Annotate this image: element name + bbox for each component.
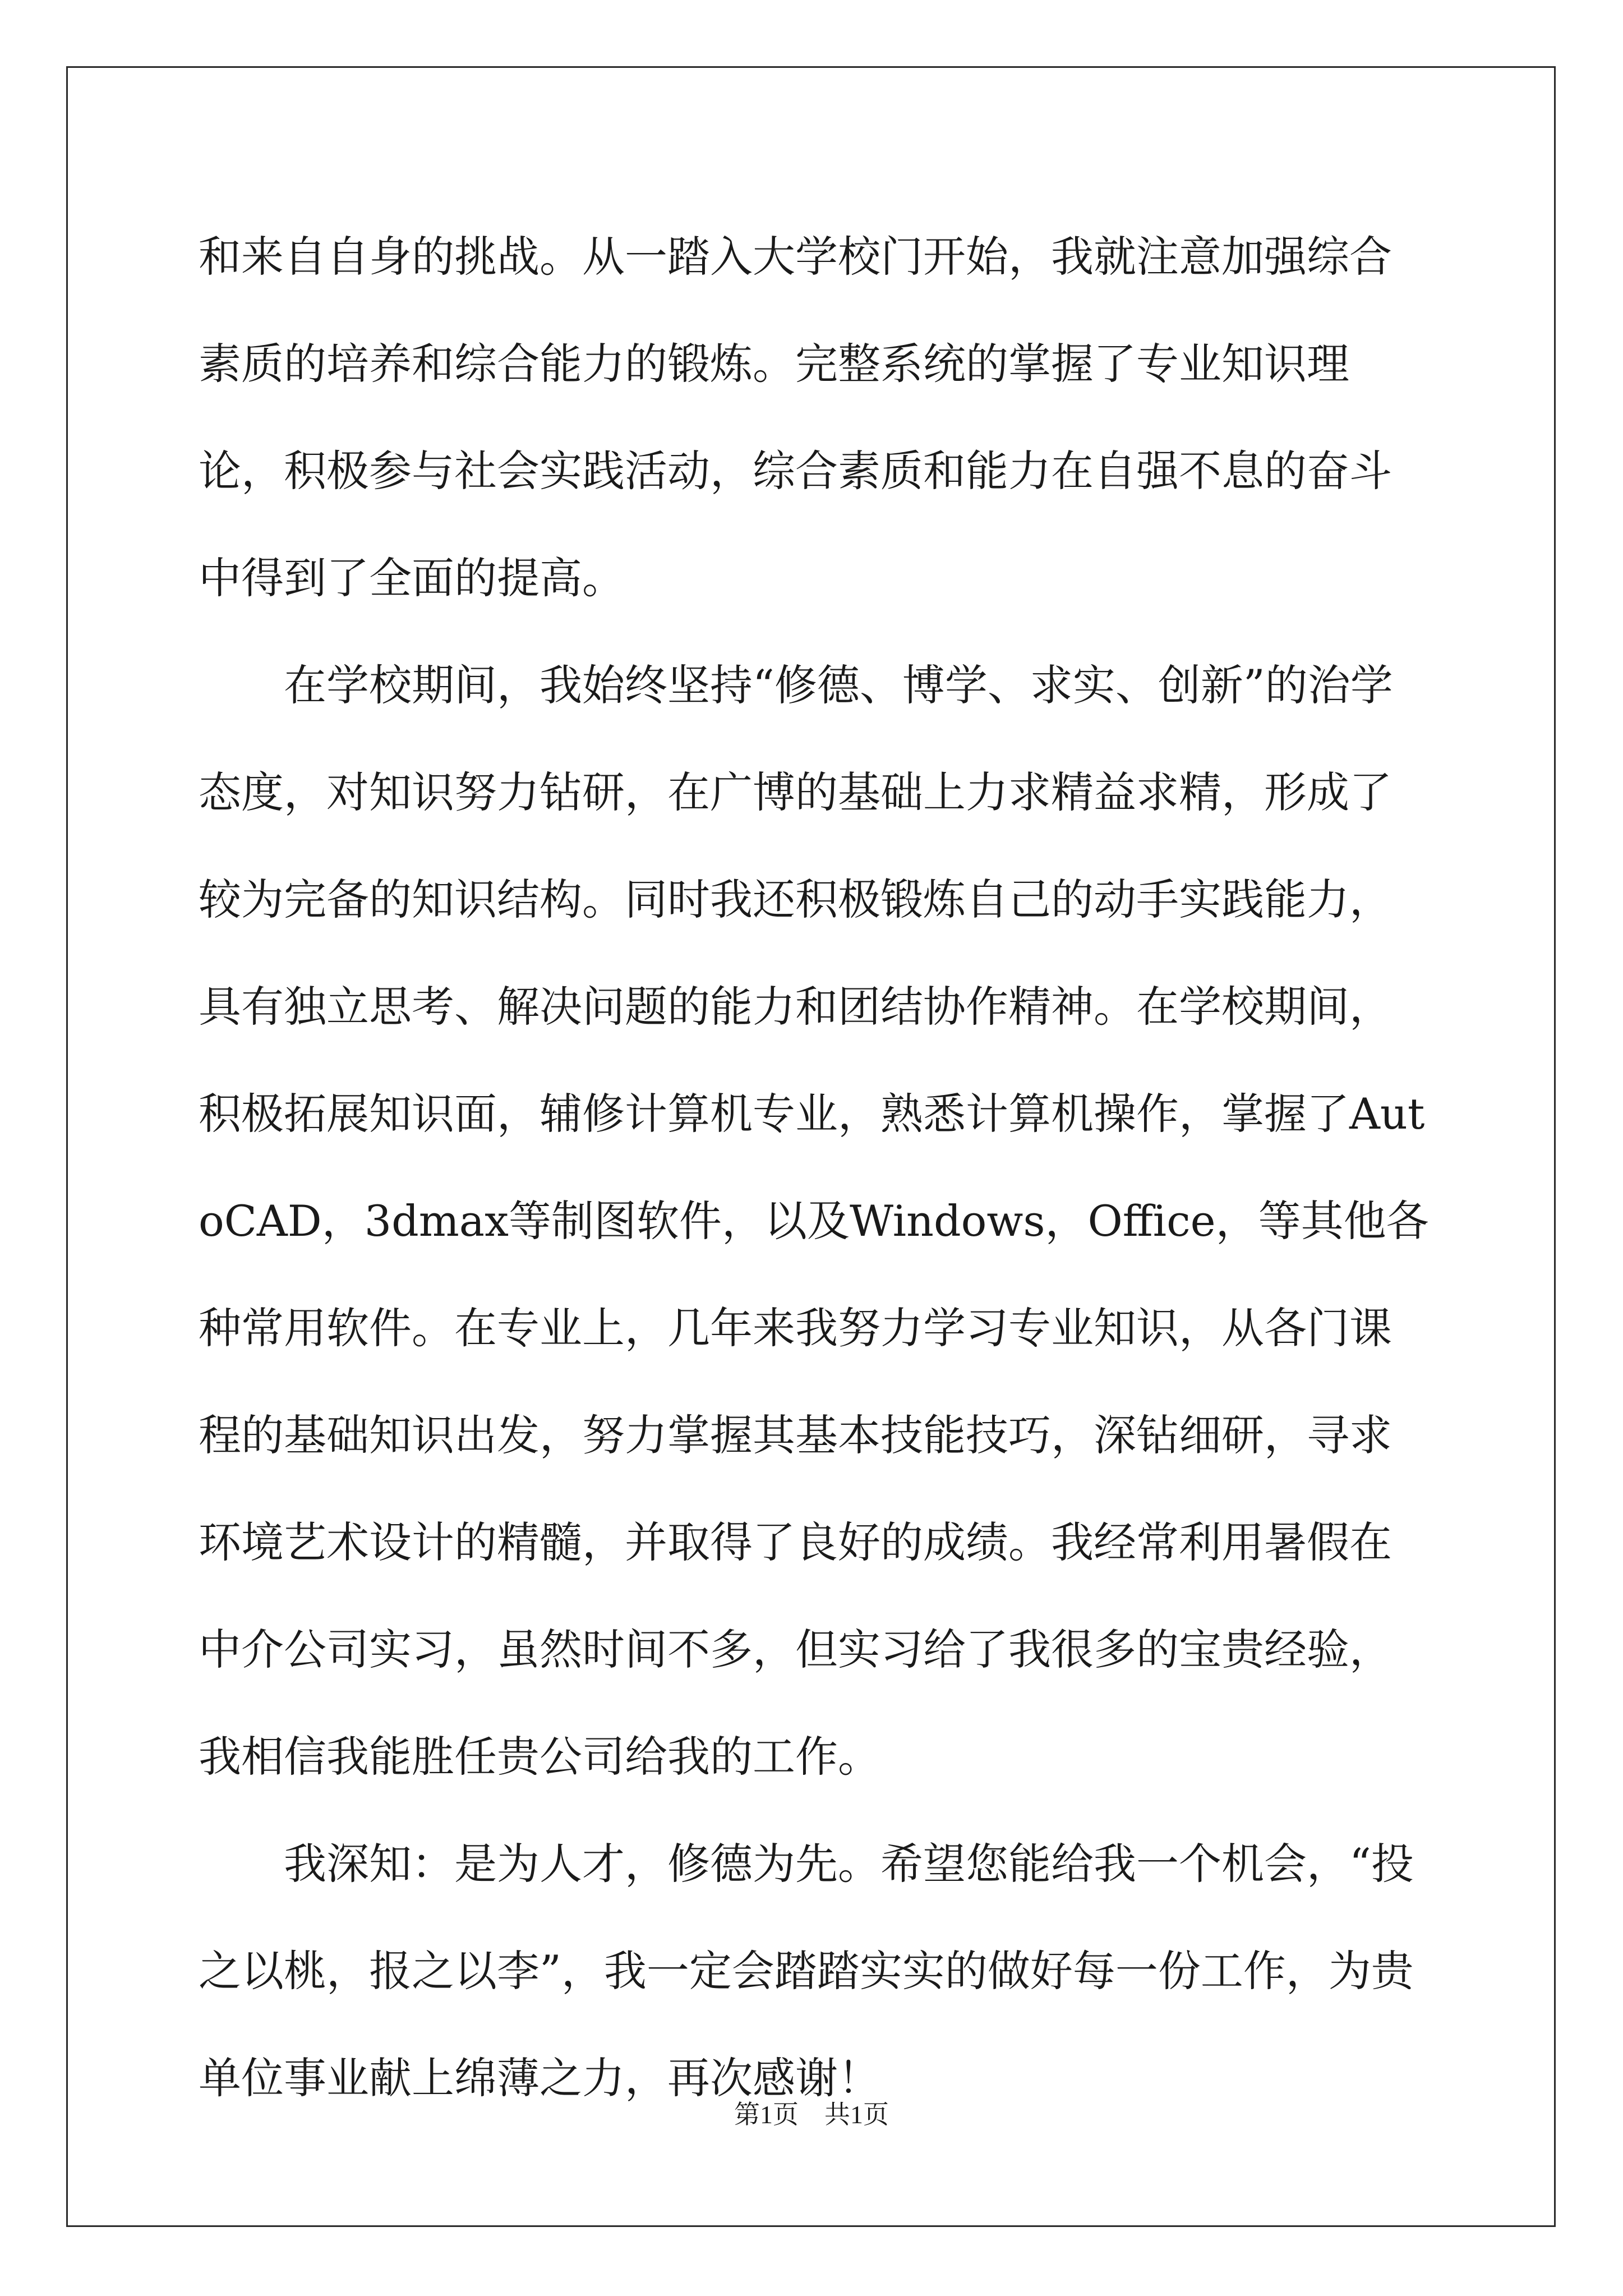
paragraph-3: 我深知：是为人才，修德为先。希望您能给我一个机会，“投之以桃，报之以李”，我一定会踏踏实实的做好每一份工作，为贵单位事业献上绵薄之力，再次感谢！ bbox=[199, 1839, 1414, 2103]
paragraph-1: 和来自自身的挑战。从一踏入大学校门开始，我就注意加强综合素质的培养和综合能力的锻炼。完整系统的掌握了专业知识理论，积极参与社会实践活动，综合素质和能力在自强不息的奋斗中得到了全面的提高。 bbox=[199, 232, 1392, 603]
paragraph-2: 在学校期间，我始终坚持“修德、博学、求实、创新”的治学态度，对知识努力钻研，在广博的基础上力求精益求精，形成了较为完备的知识结构。同时我还积极锻炼自己的动手实践能力，具有独立思考、解决问题的能力和团结协作精神。在学校期间，积极拓展知识面，辅修计算机专业，熟悉计算机操作，掌握了AutoCAD，3dmax等制图软件，以及Windows，Office，等其他各种常用软件。在专业上，几年来我努力学习专业知识，从各门课程的基础知识出发，努力掌握其基本技能技巧，深钻细研，寻求环境艺术设计的精髓，并取得了良好的成绩。我经常利用暑假在中介公司实习，虽然时间不多，但实习给了我很多的宝贵经验，我相信我能胜任贵公司给我的工作。 bbox=[199, 660, 1429, 1782]
page-number-footer: 第1页 共1页 bbox=[734, 2100, 889, 2129]
document-body bbox=[199, 203, 1432, 2132]
